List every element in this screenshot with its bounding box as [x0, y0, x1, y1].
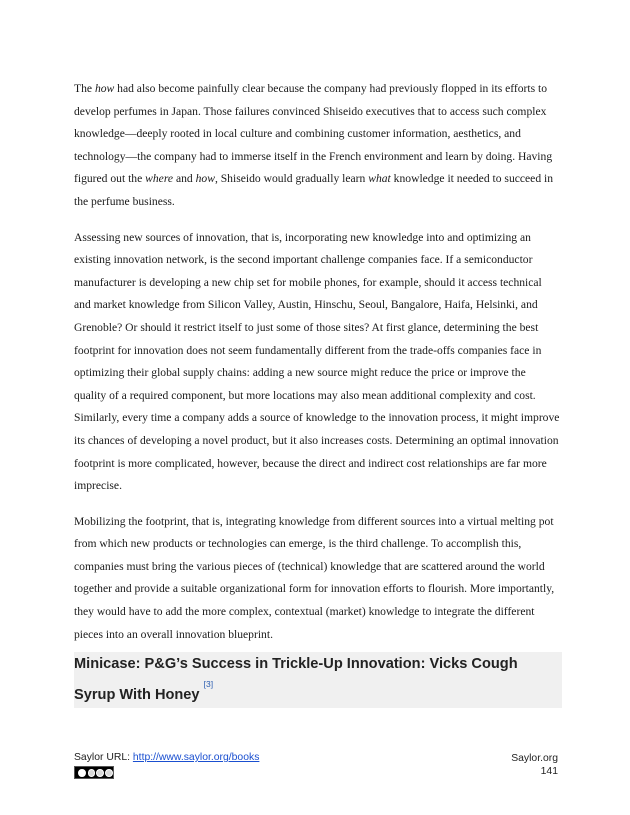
cc-icon	[77, 768, 87, 778]
text-segment: The	[74, 82, 95, 95]
text-segment: and	[173, 172, 196, 186]
footer-source	[74, 752, 259, 763]
footer-url-label: Saylor URL:	[74, 752, 133, 763]
footnote-link[interactable]: [3]	[203, 679, 214, 690]
italic-segment: how	[195, 172, 215, 186]
paragraph-3: Mobilizing the footprint, that is, integrating knowledge from different sources into a virtual melting pot from which new products or technologies can emerge, is the third challenge. To accomplish this, companies must bring the various pieces of (technical) knowledge that are scattered around the world together and provide a suitable organizational form for innovation efforts to flourish. More importantly, they would have to add the more complex, contextual (market) knowledge to integrate the different pieces into an overall innovation blueprint.	[74, 514, 555, 641]
nc-icon	[96, 769, 104, 777]
sa-icon	[105, 769, 113, 777]
minicase-heading	[74, 652, 562, 708]
italic-segment: where	[145, 172, 174, 186]
italic-segment: what	[368, 172, 391, 186]
page-number: 141	[540, 766, 558, 777]
text-segment: had also become painfully clear because the company had previously flopped in its efforts to develop perfumes in Japan. Those failures convinced Shiseido executives that to access such complex knowledge—deeply rooted in local culture and combining customer information, aesthetics, and technology—the company had to immerse itself in the French environment and learn by doing. Having figured out the	[74, 82, 553, 186]
page-body	[74, 78, 560, 708]
footer-page-info	[511, 752, 558, 778]
cc-license-icon[interactable]	[74, 766, 114, 779]
paragraph-1	[74, 78, 560, 214]
paragraph-2: Assessing new sources of innovation, that is, incorporating new knowledge into and optimizing an existing innovation network, is the second important challenge companies face. If a semiconductor manufacturer is developing a new chip set for mobile phones, for example, should it access technical and market knowledge from Silicon Valley, Austin, Hinschu, Seoul, Bangalore, Haifa, Helsinki, and Grenoble? Or should it restrict itself to just some of those sites? At first glance, determining the best footprint for innovation does not seem fundamentally different from the trade-offs companies face in optimizing their global supply chains: adding a new source might reduce the price or improve the quality of a required component, but more locations may also mean additional complexity and cost. Similarly, every time a company adds a source of knowledge to the innovation process, it might improve its chances of developing a novel product, but it also increases costs. Determining an optimal innovation footprint is more complicated, however, because the direct and indirect cost relationships are far more imprecise.	[74, 230, 560, 493]
by-icon	[88, 769, 96, 777]
text-segment: knowledge it needed to succeed in the perfume business.	[74, 172, 554, 208]
italic-segment: how	[94, 82, 115, 95]
saylor-books-link[interactable]: http://www.saylor.org/books	[132, 752, 260, 763]
text-segment: , Shiseido would gradually learn	[214, 172, 369, 186]
footer-site-name: Saylor.org	[511, 753, 558, 764]
minicase-heading-text: Minicase: P&G’s Success in Trickle-Up Innovation: Vicks Cough Syrup With Honey	[74, 656, 518, 704]
